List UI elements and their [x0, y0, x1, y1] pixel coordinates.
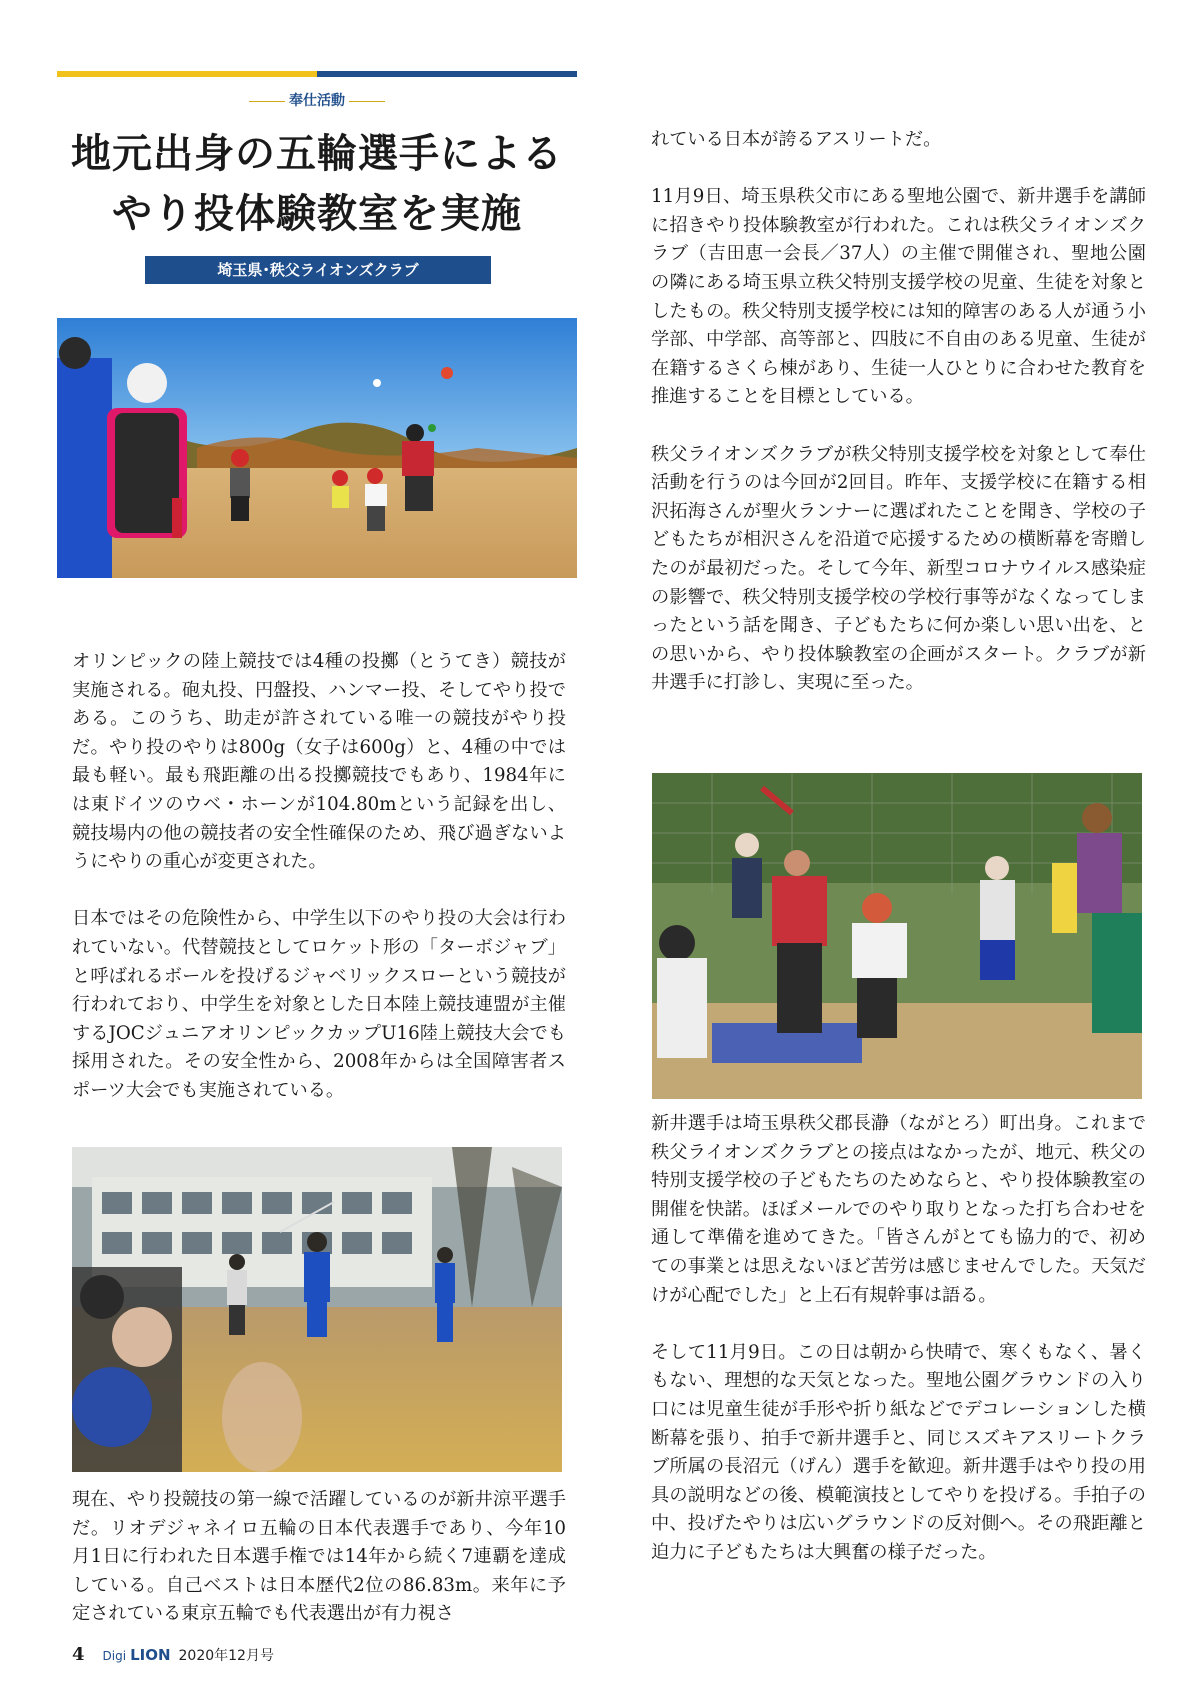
club-badge: 埼玉県･秩父ライオンズクラブ: [145, 256, 491, 284]
body-right-column-upper: [651, 126, 1146, 698]
issue-label: 2020年12月号: [178, 1648, 274, 1664]
magazine-brand-prefix: Digi: [102, 1649, 127, 1663]
category-label: [57, 90, 577, 110]
paragraph: れている日本が誇るアスリートだ。: [651, 129, 942, 150]
paragraph: 日本ではその危険性から、中学生以下のやり投の大会は行われていない。代替競技としてロケット形の「ターボジャブ」と呼ばれるボールを投げるジャベリックスローという競技が行われており、中学生を対象とした日本陸上競技連盟が主催するJOCジュニアオリンピックカップU16陸上競技大会でも採用された。その安全性から、2008年からは全国障害者スポーツ大会でも実施されている。: [72, 908, 566, 1101]
category-rule-right: [349, 101, 385, 102]
photo-children-throwing: [57, 318, 577, 578]
article-title: [57, 124, 577, 244]
magazine-brand: LION: [130, 1646, 171, 1664]
paragraph: そして11月9日。この日は朝から快晴で、寒くもなく、暑くもない、理想的な天気となった。聖地公園グラウンドの入り口には児童生徒が手形や折り紙などでデコレーションした横断幕を張り、拍手で新井選手と、同じスズキアスリートクラブ所属の長沼元（げん）選手を歓迎。新井選手はやり投の用具の説明などの後、模範演技としてやりを投げる。手拍子の中、投げたやりは広いグラウンドの反対側へ。その飛距離と迫力に子どもたちは大興奮の様子だった。: [651, 1341, 1146, 1563]
page-footer: [72, 1644, 274, 1668]
paragraph: オリンピックの陸上競技では4種の投擲（とうてき）競技が実施される。砲丸投、円盤投、ハンマー投、そしてやり投である。このうち、助走が許されている唯一の競技がやり投だ。やり投のやりは800g（女子は600g）と、4種の中では最も軽い。最も飛距離の出る投擲競技でもあり、1984年には東ドイツのウベ・ホーンが104.80mという記録を出し、競技場内の他の競技者の安全性確保のため、飛び過ぎないようにやりの重心が変更された。: [72, 651, 566, 873]
category-rule-left: [249, 101, 285, 102]
category-text: 奉仕活動: [289, 93, 345, 109]
paragraph: 新井選手は埼玉県秩父郡長瀞（ながとろ）町出身。これまで秩父ライオンズクラブとの接点はなかったが、地元、秩父の特別支援学校の子どもたちのためならと、やり投体験教室の開催を快諾。ほぼメールでのやり取りとなった打ち合わせを通して準備を進めてきた。「皆さんがとても協力的で、初めての事業とは思えないほど苦労は感じませんでした。天気だけが心配でした」と上石有規幹事は語る。: [651, 1113, 1146, 1306]
accent-bar-blue: [317, 71, 577, 77]
photo-athlete-with-children: [652, 773, 1142, 1099]
accent-bar-yellow: [57, 71, 317, 77]
paragraph: 11月9日、埼玉県秩父市にある聖地公園で、新井選手を講師に招きやり投体験教室が行われた。これは秩父ライオンズクラブ（吉田恵一会長／37人）の主催で開催され、聖地公園の隣にある埼玉県立秩父特別支援学校の児童、生徒を対象としたもの。秩父特別支援学校には知的障害のある人が通う小学部、中学部、高等部と、四肢に不自由のある児童、生徒が在籍するさくら棟があり、生徒一人ひとりに合わせた教育を推進することを目標としている。: [651, 186, 1146, 408]
article-title-line1: 地元出身の五輪選手による: [71, 130, 563, 177]
top-accent-bar: [57, 71, 577, 77]
body-right-column-lower: [651, 1110, 1146, 1568]
page-number: 4: [72, 1644, 85, 1665]
paragraph: 秩父ライオンズクラブが秩父特別支援学校を対象として奉仕活動を行うのは今回が2回目。昨年、支援学校に在籍する相沢拓海さんが聖火ランナーに選ばれたことを聞き、学校の子どもたちが相沢さんを沿道で応援するための横断幕を寄贈したのが最初だった。そして今年、新型コロナウイルス感染症の影響で、秩父特別支援学校の学校行事等がなくなってしまったという話を聞き、子どもたちに何か楽しい思い出を、との思いから、やり投体験教室の企画がスタート。クラブが新井選手に打診し、実現に至った。: [651, 443, 1146, 694]
paragraph: 現在、やり投競技の第一線で活躍しているのが新井涼平選手だ。リオデジャネイロ五輪の日本代表選手であり、今年10月1日に行われた日本選手権では14年から続く7連覇を達成している。自己ベストは日本歴代2位の86.83m。来年に予定されている東京五輪でも代表選出が有力視さ: [72, 1489, 566, 1625]
body-left-column-upper: [72, 648, 566, 1106]
photo-javelin-demonstration: [72, 1147, 562, 1472]
article-title-line2: やり投体験教室を実施: [112, 190, 522, 237]
body-left-column-lower: [72, 1486, 566, 1629]
